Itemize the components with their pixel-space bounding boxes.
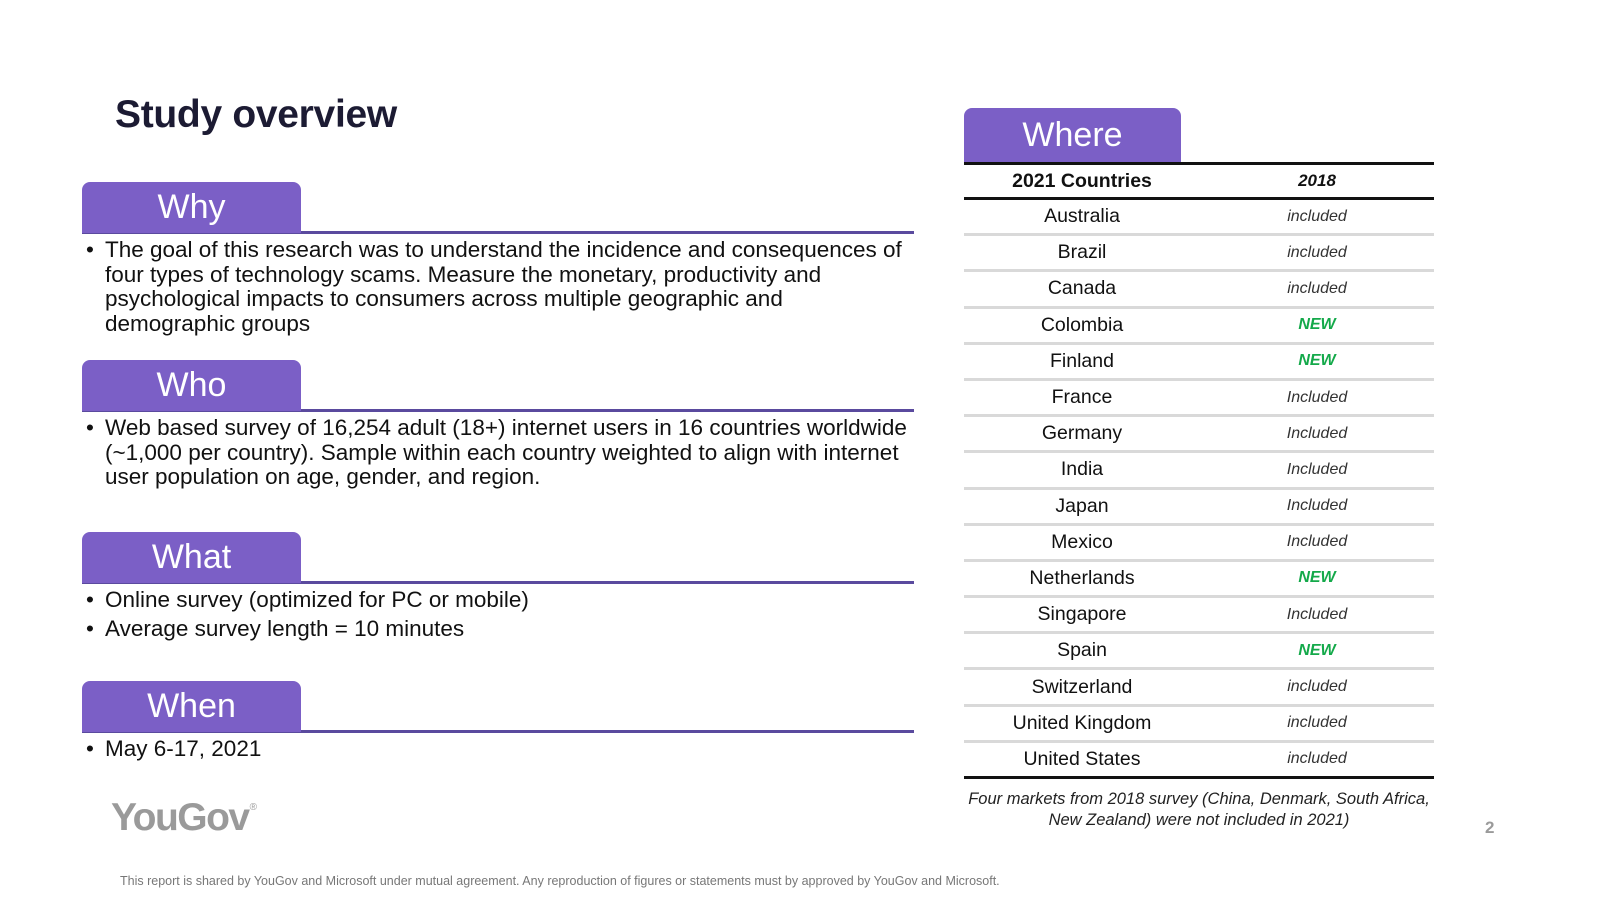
where-section xyxy=(964,108,1434,831)
bullet-item: • May 6-17, 2021 xyxy=(86,737,914,762)
country-cell: India xyxy=(964,452,1200,488)
table-row xyxy=(964,488,1434,524)
column-header-2018: 2018 xyxy=(1298,171,1336,190)
country-table xyxy=(964,162,1434,779)
table-row xyxy=(964,741,1434,777)
status-cell: Included xyxy=(1200,488,1434,524)
country-table-body xyxy=(964,199,1434,778)
bullet-item: • Web based survey of 16,254 adult (18+) internet users in 16 countries worldwide (~1,000 per country). Sample within each country weighted to align with internet user population on age, gender, and region. xyxy=(86,416,914,490)
when-section xyxy=(82,681,914,762)
table-row xyxy=(964,597,1434,633)
registered-mark: ® xyxy=(249,802,257,813)
status-cell: NEW xyxy=(1200,307,1434,343)
who-bullets xyxy=(82,412,914,490)
table-row xyxy=(964,343,1434,379)
country-cell: Brazil xyxy=(964,235,1200,271)
country-cell: United Kingdom xyxy=(964,705,1200,741)
bullet-item: • Average survey length = 10 minutes xyxy=(86,617,914,642)
country-cell: Germany xyxy=(964,416,1200,452)
status-cell: Included xyxy=(1200,379,1434,415)
why-bullets xyxy=(82,234,914,336)
bullet-item: • The goal of this research was to understand the incidence and consequences of four types of technology scams. Measure the monetary, productivity and psychological impacts to consumers across multiple geographic and demographic groups xyxy=(86,238,914,336)
page-title: Study overview xyxy=(115,93,397,136)
why-section xyxy=(82,182,914,336)
status-cell: Included xyxy=(1200,597,1434,633)
country-cell: Finland xyxy=(964,343,1200,379)
country-cell: Netherlands xyxy=(964,560,1200,596)
when-bullets xyxy=(82,733,914,762)
yougov-logo xyxy=(111,796,257,840)
status-cell: Included xyxy=(1200,524,1434,560)
table-row xyxy=(964,452,1434,488)
page-number: 2 xyxy=(1485,818,1495,837)
status-cell: included xyxy=(1200,199,1434,235)
table-row xyxy=(964,199,1434,235)
where-footnote: Four markets from 2018 survey (China, Denmark, South Africa, New Zealand) were not included in 2021) xyxy=(968,790,1430,829)
table-row xyxy=(964,705,1434,741)
status-cell: included xyxy=(1200,705,1434,741)
country-cell: Colombia xyxy=(964,307,1200,343)
country-cell: Canada xyxy=(964,271,1200,307)
country-cell: Spain xyxy=(964,633,1200,669)
status-cell: Included xyxy=(1200,452,1434,488)
status-cell: NEW xyxy=(1200,343,1434,379)
table-row xyxy=(964,235,1434,271)
status-cell: included xyxy=(1200,271,1434,307)
when-tab: When xyxy=(82,681,301,732)
table-row xyxy=(964,307,1434,343)
table-row xyxy=(964,271,1434,307)
table-row xyxy=(964,379,1434,415)
logo-text: YouGov xyxy=(111,796,249,839)
country-cell: United States xyxy=(964,741,1200,777)
status-cell: included xyxy=(1200,669,1434,705)
what-bullets xyxy=(82,584,914,641)
country-cell: Japan xyxy=(964,488,1200,524)
disclaimer: This report is shared by YouGov and Microsoft under mutual agreement. Any reproduction of figures or statements must by approved by YouGov and Microsoft. xyxy=(120,874,1000,888)
why-tab: Why xyxy=(82,182,301,233)
table-row xyxy=(964,524,1434,560)
status-cell: NEW xyxy=(1200,560,1434,596)
bullet-item: • Online survey (optimized for PC or mobile) xyxy=(86,588,914,613)
country-cell: Mexico xyxy=(964,524,1200,560)
what-tab: What xyxy=(82,532,301,583)
what-section xyxy=(82,532,914,645)
table-header-row xyxy=(964,164,1434,199)
country-cell: Singapore xyxy=(964,597,1200,633)
status-cell: NEW xyxy=(1200,633,1434,669)
table-row xyxy=(964,416,1434,452)
status-cell: Included xyxy=(1200,416,1434,452)
column-header-countries: 2021 Countries xyxy=(1012,169,1152,192)
status-cell: included xyxy=(1200,235,1434,271)
status-cell: included xyxy=(1200,741,1434,777)
country-cell: Switzerland xyxy=(964,669,1200,705)
table-row xyxy=(964,633,1434,669)
who-section xyxy=(82,360,914,490)
who-tab: Who xyxy=(82,360,301,411)
country-cell: Australia xyxy=(964,199,1200,235)
country-cell: France xyxy=(964,379,1200,415)
table-row xyxy=(964,669,1434,705)
table-row xyxy=(964,560,1434,596)
where-tab: Where xyxy=(964,108,1181,162)
